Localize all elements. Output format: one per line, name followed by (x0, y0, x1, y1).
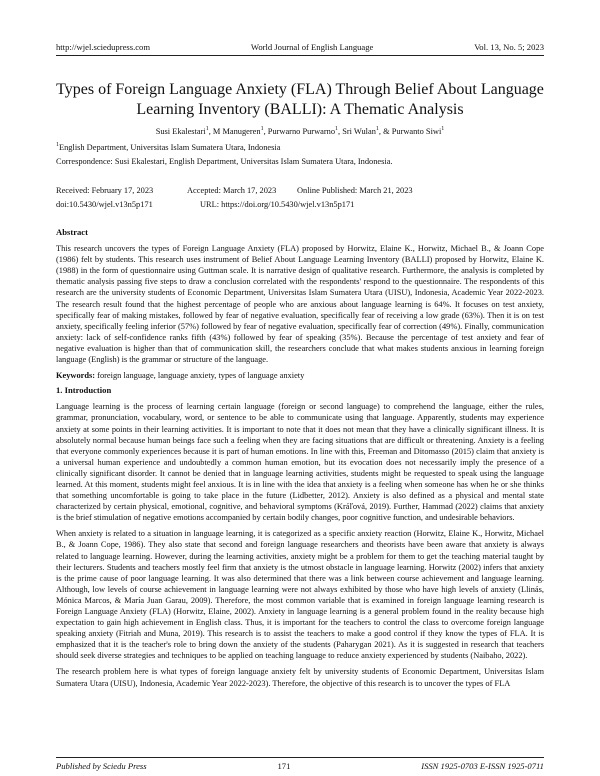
keywords-text: foreign language, language anxiety, types of language anxiety (95, 371, 305, 381)
article-body (56, 227, 544, 694)
doi-text: doi:10.5430/wjel.v13n5p171 (56, 200, 153, 209)
online-date: Online Published: March 21, 2023 (297, 186, 413, 195)
affiliation-mark: 1 (56, 142, 59, 148)
introduction-heading: 1. Introduction (56, 385, 112, 396)
doi-url[interactable]: URL: https://doi.org/10.5430/wjel.v13n5p171 (200, 200, 355, 209)
issn: ISSN 1925-0703 E-ISSN 1925-0711 (421, 761, 544, 771)
affiliation-text: English Department, Universitas Islam Sumatera Utara, Indonesia (59, 142, 281, 152)
author-name: M Manugeren (212, 126, 261, 136)
volume-info: Vol. 13, No. 5; 2023 (474, 42, 544, 52)
journal-name: World Journal of English Language (250, 42, 374, 52)
paper-title: Types of Foreign Language Anxiety (FLA) Through Belief About Language Learning Inventory (BALLI): A Thematic Analysis (56, 81, 544, 118)
accepted-date: Accepted: March 17, 2023 (187, 186, 277, 195)
author-affiliation-mark: 1 (375, 126, 379, 132)
author-name: Purwarno Purwarno (267, 126, 336, 136)
running-header (56, 42, 544, 52)
keywords-label: Keywords: (56, 371, 96, 381)
keywords (56, 370, 544, 381)
author-affiliation-mark: 1 (335, 126, 339, 132)
paragraph: Language learning is the process of learning certain language (foreign or second language) to comprehend the language, either the rules, grammar, pronunciation, vocabulary, word, or sentence to be able to communicate using that language. Apparently, students may experience anxiety at some points in their learning activities. It is important to note that it does not mean that they have a clinically significant illness. It is absolutely normal because human beings face such a feeling when they are facing situations that are difficult or threatening. Anxiety is a feeling that everyone commonly experiences because it is part of human emotions. In line with this, Freeman and Ditomasso (2015) claim that anxiety is a universal human experience and undoubtedly a common human emotion, but its evocation does not necessarily imply the presence of a clinically significant disorder. It cannot be denied that in language learning activities, students might be requested to speak using the language learned. At this moment, students might feel anxious. It is in line with the idea that anxiety is a feeling when someone has when he or she thinks that something uncomfortable is going to take place in the future (Lidbetter, 2012). Anxiety is also defined as a physical and mental state characterized by certain physical, emotional, cognitive, and behavioral symptoms (Kráľová, 2019). Further, Hammad (2022) claims that anxiety is the brief stimulation of negative emotions accompanied by certain bodily changes, poor cognitive function, and undesirable behaviors. (56, 402, 544, 523)
author-name: Susi Ekalestari (155, 126, 206, 136)
affiliation (56, 142, 280, 152)
author-name: Purwanto Siwi (391, 126, 442, 136)
author-affiliation-mark: 1 (441, 126, 445, 132)
journal-url: http://wjel.sciedupress.com (56, 42, 151, 52)
publisher: Published by Sciedu Press (56, 761, 147, 771)
page-footer (56, 761, 544, 771)
correspondence: Correspondence: Susi Ekalestari, English Department, Universitas Islam Sumatera Utara, Indonesia. (56, 157, 393, 166)
header-divider (56, 55, 544, 56)
page-number: 171 (277, 761, 291, 771)
abstract-heading: Abstract (56, 227, 88, 237)
author-list: Susi Ekalestari$^1$, M Manugeren$^1$, Purwarno Purwarno$^1$, Sri Wulan$^1$, & Purwanto Siwi$^1$ (155, 126, 445, 136)
author-affiliation-mark: 1 (260, 126, 264, 132)
author-name: Sri Wulan (342, 126, 376, 136)
received-date: Received: February 17, 2023 (56, 186, 154, 195)
paragraph: The research problem here is what types of foreign language anxiety felt by university students of Economic Department, Universitas Islam Sumatera Utara (UISU), Indonesia, Academic Year 2022-2023). Therefore, the objective of this research is to uncover the types of FLA (56, 667, 544, 688)
footer-divider (56, 757, 544, 758)
author-affiliation-mark: 1 (205, 126, 209, 132)
abstract-text: This research uncovers the types of Foreign Language Anxiety (FLA) proposed by Horwitz, Elaine K., Horwitz, Michael B., & Joann Cope (1986) felt by students. This research uses instrument of Belief About Language Learning Inventory (BALLI) proposed by Horwitz, Elaine K. (1988) in the form of questionnaire using Guttman scale. It is narrative design of qualitative research. Furthermore, the analysis is completed by thematic analysis passing five steps to draw a conclusion correlated with the respondents' respond to the questionnaire. The respondents of this research are the university students of Economic Department, Universitas Islam Sumatera Utara (UISU), Indonesia, Academic Year 2022-2023. The research result found that the highest percentage of people who are anxious about language learning is 64%. It focuses on test anxiety, specifically fear of making mistakes, followed by fear of negative evaluation, specifically fear of receiving a low grade (63%). Then it is on test anxiety, specifically feeling inferior (57%) followed by fear of negative evaluation, specifically fear of correction (49%). Finally, communication anxiety: lack of self-confidence ranks fifth (43%) followed by fear of speaking (35%). Because the percentage of test anxiety and fear of negative evaluation is higher than that of communication skill, the researchers conclude that what makes students anxious in learning foreign language (English) is the grammar or structure of the language. (56, 244, 544, 365)
paragraph: When anxiety is related to a situation in language learning, it is categorized as a specific anxiety reaction (Horwitz, Elaine K., Horwitz, Michael B., & Joann Cope, 1986). They also state that second and foreign language researchers and theorists have been aware that anxiety is always related to language learning. However, during the learning activities, anxiety might be a problem for them to get the teaching material taught by their lecturers. Students and teachers mostly feel firm that anxiety is the utmost obstacle in language learning. Horwitz (2002) infers that anxiety is the prime cause of poor language learning. It was also determined that there was a link between course achievement and language learning. Although, low levels of course achievement in language learning were not always exhibited by those who have high levels of anxiety (Llinás, Mónica Marcos, & María Juan Garau, 2009). Therefore, the most common variable that is examined in foreign language learning research is Foreign Language Anxiety (FLA) (Horwitz, Elaine, 2002). Anxiety in language learning is a general problem found in the reality because high expectation to gain high achievement in English class. Thus, it is important for the teachers to control the class to overcome foreign language speaking anxiety (Fitriah and Muna, 2019). This research is to assist the teachers to make a good control if they know the types of FLA. It is emphasized that it is the teacher's role to bring down the anxiety of the students (Paharygan 2021). As it is suggested in research that teachers should seek diverse strategies and techniques to be applied on teaching language to reduce anxiety experienced by students (Naibaho, 2022). (56, 529, 544, 661)
